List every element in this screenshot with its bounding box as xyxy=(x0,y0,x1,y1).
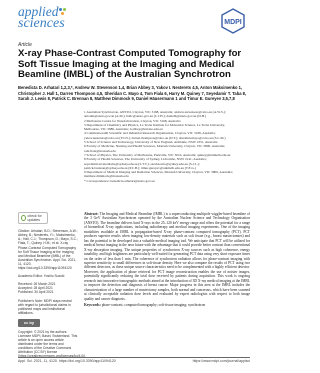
keywords-label: Keywords: xyxy=(84,303,101,308)
mdpi-logo-icon xyxy=(220,8,246,34)
author-list: Benedicta D. Arhatari 1,2,3,*, Andrew W. Stevenson 1,4, Brian Abbey 3, Yakov I. Nesterets 4,5, Anton Maksimenko 1, Christopher J. Hall 1, Darren Thompson 4,5, Sheridan C. Mayo 4, Tom Fiala 6, Harry M. Quiney 7, Seyedamir T. Taba 8, Sarah J. Lewis 8, Patrick C. Brennan 8, Matthew Dimmock 9, Daniel Häusermann 1 and Timur E. Gureyev 3,5,7,8 xyxy=(18,85,247,102)
affiliation-line: yakov.nesterets@csiro.au (Y.I.N.); darren.thompson@csiro.au (D.T.); sheridan.mayo@csiro.au (S.C.M.) xyxy=(84,135,226,140)
affiliation-line: 9 Department of Medical Imaging and Radiation Sciences, Monash University, Clayton, VIC 3800, Australia; xyxy=(84,170,233,175)
paper-title: X-ray Phase-Contrast Computed Tomography for Soft Tissue Imaging at the Imaging and Medical Beamline (IMBL) of the Australian Synchrotron xyxy=(18,48,242,81)
affiliation-line: patrick.brennan@sydney.edu.au (P.C.B.); timur.gureyev@unimelb.edu.au (T.E.G.) xyxy=(84,165,196,170)
publisher-note: Publisher's Note: MDPI stays neutral with regard to jurisdictional claims in published maps and institutional affiliations. xyxy=(18,298,72,315)
footer-citation: Appl. Sci. 2021, 11, 4120. https://doi.org/10.3390/app11094120 xyxy=(18,359,116,363)
received-date: Received: 26 March 2021 xyxy=(18,282,56,287)
main-column xyxy=(84,212,250,310)
citation-text: Citation: Arhatari, B.D.; Stevenson, A.W.; Abbey, B.; Nesterets, Y.I.; Maksimenko, A.; Hall, C.J.; Thompson, D.; Mayo, S.C.; Fiala, T.; Quiney, H.M.; et al. X-ray Phase-Contrast Computed Tomography for Soft Tissue Imaging at the Imaging and Medical Beamline (IMBL) of the Australian Synchrotron. Appl. Sci. 2021, 11, 4120. https://doi.org/10.3390/app11094120 xyxy=(18,229,78,271)
check-updates-icon xyxy=(21,215,26,221)
affiliation-line: tom.fiala@monash.edu xyxy=(84,148,116,153)
accepted-date: Accepted: 28 April 2021 xyxy=(18,286,53,291)
affiliation-line: 2 Melbourne Centre for Nanofabrication, Clayton, VIC 3168, Australia xyxy=(84,118,181,123)
page-footer xyxy=(18,359,250,363)
affiliation-line: * Correspondence: benedicta.arhatari@ansto.gov.au xyxy=(84,178,155,183)
journal-name-line2: sciences xyxy=(18,16,65,31)
affiliation-line: 6 Faculty of Medicine, Nursing and Health Sciences, Monash University, Clayton, VIC 3800, Australia; xyxy=(84,144,225,149)
affiliation-line: matthew.dimmock@monash.edu xyxy=(84,174,129,179)
affiliation-line: 7 School of Physics, The University of Melbourne, Parkville, VIC 3010, Australia; quiney@unimelb.edu.au xyxy=(84,152,231,157)
journal-name-line1: applied xyxy=(18,4,59,19)
abstract-text: The Imaging and Medical Beamline (IMBL) is a superconducting multipole wiggler-based beamline of the 3 GeV Australian Synchrotron operated by the Australian Nuclear Science and Technology Organisation (ANSTO). The beamline delivers hard X-rays in the 25–120 keV energy range and offers the potential for a range of biomedical X-ray applications, including radiotherapy and medical imaging experiments. One of the imaging modalities available at IMBL is propagation-based X-ray phase-contrast computed tomography (PCT). PCT produces superior results when imaging low-density materials such as soft tissue (e.g., breast mastectomies) and has the potential to be developed into a valuable medical imaging tool. We anticipate that PCT will be utilized for medical breast imaging in the near future with the advantage that it could provide better contrast than conventional X-ray absorption imaging. The unique properties of synchrotron X-ray sources such as high coherence, energy tunability, and high brightness are particularly well-suited for generating PCT data using very short exposure times on the order of less than 1 min. The coherence of synchrotron radiation allows for phase-contrast imaging with superior sensitivity to small differences in soft-tissue density. Here we also compare the results of PCT using two different detectors, as these unique source characteristics need to be complemented with a highly efficient detector. Moreover, the application of phase retrieval for PCT image reconstruction enables the use of noisier images, potentially significantly reducing the total dose received by patients during acquisition. This work is ongoing research into innovative tomographic methods aimed at the introduction of 3D X-ray medical imaging at the IMBL to improve the detection and diagnosis of breast cancer. Major progress in this area at the IMBL includes the characterization of a large number of mastectomy samples, both normal and cancerous, which have been scanned at clinically acceptable radiation dose levels and evaluated by expert radiologists with respect to both image quality and cancer diagnosis. xyxy=(84,212,250,301)
affiliations xyxy=(84,110,250,183)
affiliation-line: Melbourne, VIC 3086, Australia; b.abbey@latrobe.edu.au xyxy=(84,127,163,132)
check-updates-label: check for updates xyxy=(27,214,42,223)
published-date: Published: 30 April 2021 xyxy=(18,290,54,295)
footer-divider xyxy=(18,357,250,358)
mdpi-logo xyxy=(220,8,246,34)
journal-url-link[interactable]: https://www.mdpi.com/journal/applsci xyxy=(192,359,250,363)
publisher-name: MDPI xyxy=(224,19,242,26)
affiliation-line: 3 Department of Chemistry and Physics, La Trobe Institute for Molecular Science, La Trobe University, xyxy=(84,122,225,127)
affiliation-line: 1 Australian Synchrotron, ANSTO, Clayton, VIC 3168, Australia; andrew.stevenson@csiro.au (A.W.S.); xyxy=(84,110,226,114)
abstract xyxy=(84,212,250,301)
cc-by-license-icon[interactable]: cc by xyxy=(18,319,40,327)
abstract-label: Abstract: xyxy=(84,212,99,216)
keywords xyxy=(84,303,250,307)
affiliation-line: 4 Commonwealth Scientific and Industrial Research Organisation, Clayton, VIC 3168, Australia; xyxy=(84,131,216,136)
affiliation-line: 5 School of Science and Technology, University of New England, Armidale, NSW 2351, Australia xyxy=(84,140,218,145)
article-type: Article xyxy=(18,42,32,48)
keywords-text: phase-contrast; computed tomography; soft-tissue imaging; synchrotron xyxy=(101,303,206,308)
journal-logo-dots-icon xyxy=(59,8,69,18)
page-header xyxy=(18,6,246,36)
affiliation-line: antonm@ansto.gov.au (A.M.); hallc@ansto.gov.au (C.J.H.); danielh@ansto.gov.au (D.H.) xyxy=(84,114,207,119)
check-for-updates-button[interactable] xyxy=(18,212,48,224)
affiliation-line: 8 Faculty of Health Sciences, The University of Sydney, Lidcombe, NSW 2141, Australia; xyxy=(84,157,207,162)
copyright-text: Copyright: © 2021 by the authors. Licensee MDPI, Basel, Switzerland. This article is an open access article distributed under the terms and conditions of the Creative Commons Attribution (CC BY) license (https://creativecommons.org/licenses/by/4.0/). xyxy=(18,329,87,359)
journal-logo xyxy=(18,6,88,34)
article-info-sidebar xyxy=(18,212,87,363)
academic-editor: Academic Editor: Yoshio Suzuki xyxy=(18,274,65,279)
affiliation-line: seyedamir.tavakolitaba@sydney.edu.au (S.T.T.); sarah.lewis@sydney.edu.au (S.J.L.); xyxy=(84,161,200,166)
